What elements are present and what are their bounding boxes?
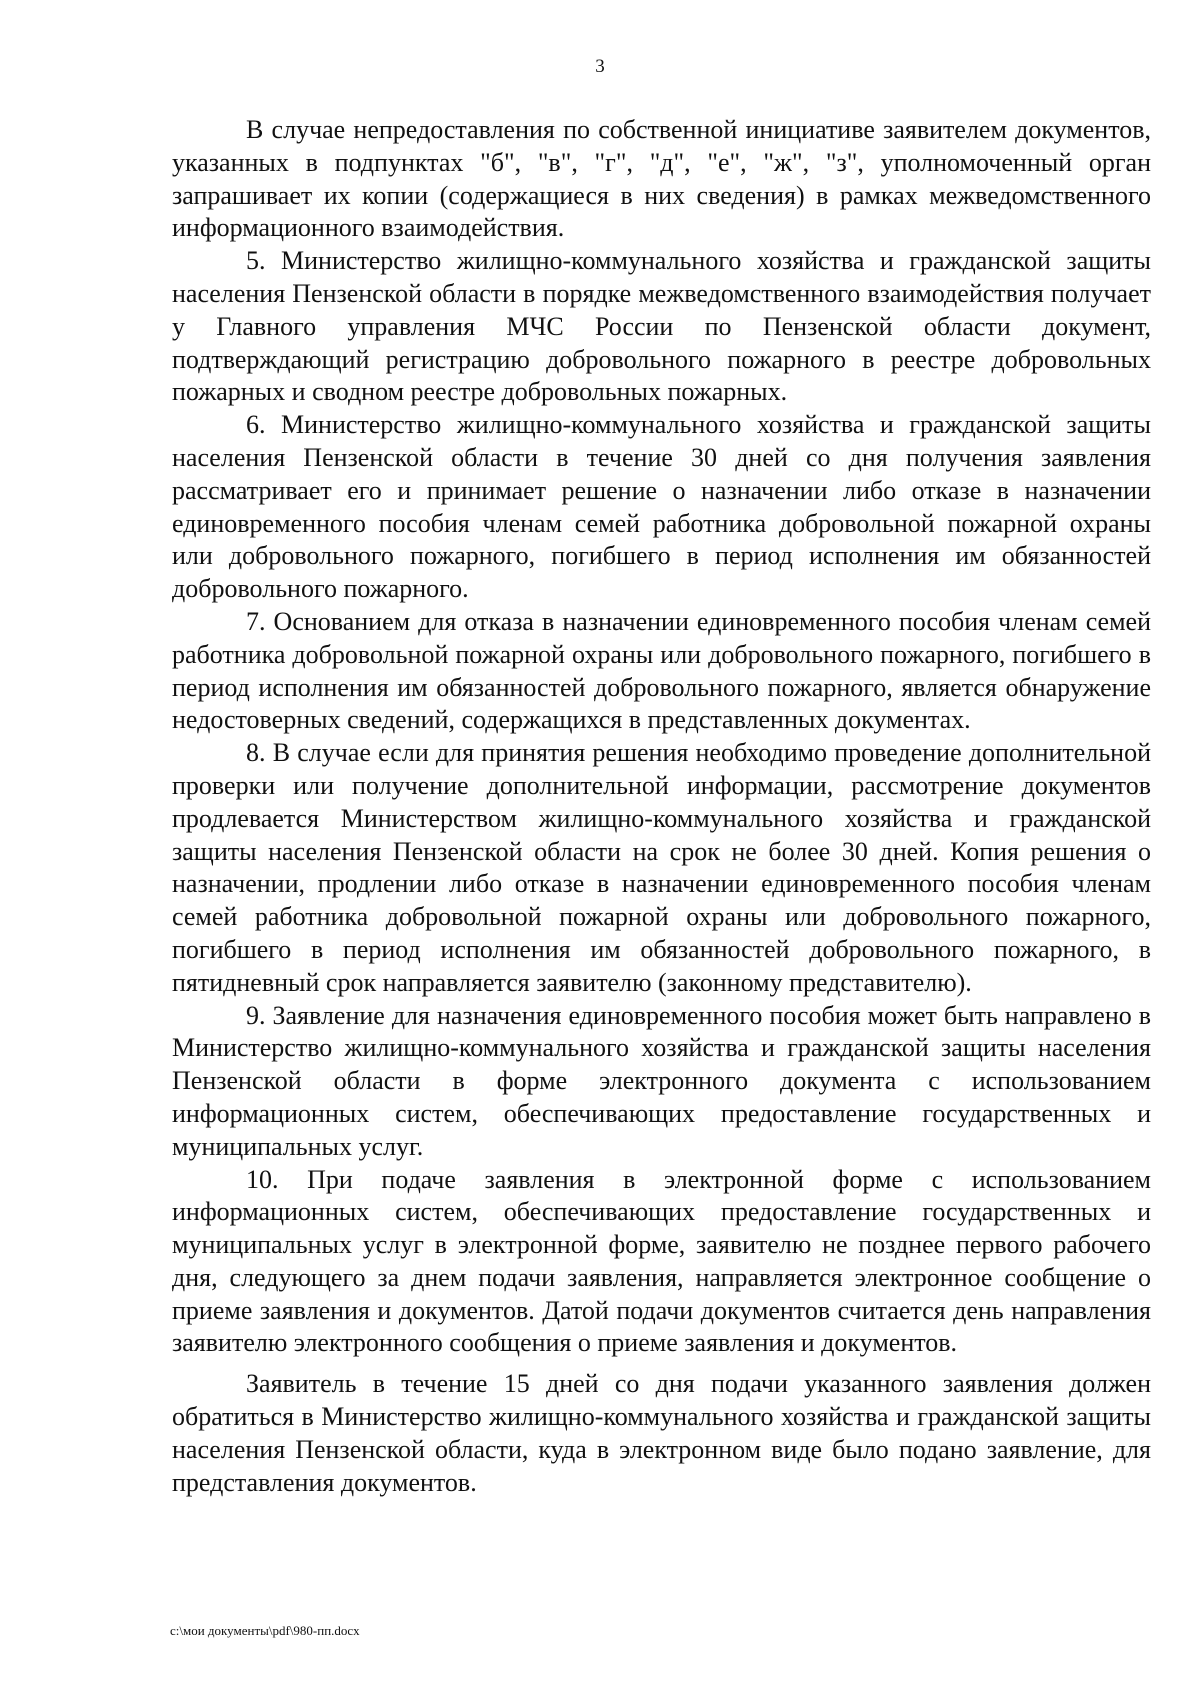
document-body [172, 114, 1151, 1499]
paragraph-interagency-request: В случае непредоставления по собственной инициативе заявителем документов, указанных в подпунктах "б", "в", "г", "д", "е", "ж", "з", уполномоченный орган запрашивает их копии (содержащиеся в них сведения) в рамках межведомственного информационного взаимодействия. [172, 115, 1151, 243]
paragraph-item-6: 6. Министерство жилищно-коммунального хозяйства и гражданской защиты населения Пензенской области в течение 30 дней со дня получения заявления рассматривает его и принимает решение о назначении либо отказе в назначении единовременного пособия членам семей работника добровольной пожарной охраны или добровольного пожарного, погибшего в период исполнения им обязанностей добровольного пожарного. [172, 410, 1151, 604]
paragraph-item-7: 7. Основанием для отказа в назначении единовременного пособия членам семей работника добровольной пожарной охраны или добровольного пожарного, погибшего в период исполнения им обязанностей добровольного пожарного, является обнаружение недостоверных сведений, содержащихся в представленных документах. [172, 606, 1151, 735]
paragraph-item-5: 5. Министерство жилищно-коммунального хозяйства и гражданской защиты населения Пензенской области в порядке межведомственного взаимодействия получает у Главного управления МЧС России по Пензенской области документ, подтверждающий регистрацию добровольного пожарного в реестре добровольных пожарных и сводном реестре добровольных пожарных. [172, 246, 1151, 407]
page-number: 3 [595, 56, 605, 77]
paragraph-applicant-deadline: Заявитель в течение 15 дней со дня подачи указанного заявления должен обратиться в Министерство жилищно-коммунального хозяйства и гражданской защиты населения Пензенской области, куда в электронном виде было подано заявление, для представления документов. [172, 1369, 1151, 1497]
paragraph-item-8: 8. В случае если для принятия решения необходимо проведение дополнительной проверки или получение дополнительной информации, рассмотрение документов продлевается Министерством жилищно-коммунального хозяйства и гражданской защиты населения Пензенской области на срок не более 30 дней. Копия решения о назначении, продлении либо отказе в назначении единовременного пособия членам семей работника добровольной пожарной охраны или добровольного пожарного, погибшего в период исполнения им обязанностей добровольного пожарного, в пятидневный срок направляется заявителю (законному представителю). [172, 738, 1151, 997]
paragraph-item-10: 10. При подаче заявления в электронной форме с использованием информационных систем, обеспечивающих предоставление государственных и муниципальных услуг в электронной форме, заявителю не позднее первого рабочего дня, следующего за днем подачи заявления, направляется электронное сообщение о приеме заявления и документов. Датой подачи документов считается день направления заявителю электронного сообщения о приеме заявления и документов. [172, 1164, 1151, 1358]
paragraph-item-9: 9. Заявление для назначения единовременного пособия может быть направлено в Министерство жилищно-коммунального хозяйства и гражданской защиты населения Пензенской области в форме электронного документа с использованием информационных систем, обеспечивающих предоставление государственных и муниципальных услуг. [172, 1000, 1151, 1161]
footer-file-path: c:\мои документы\pdf\980-пп.docx [170, 1623, 360, 1638]
